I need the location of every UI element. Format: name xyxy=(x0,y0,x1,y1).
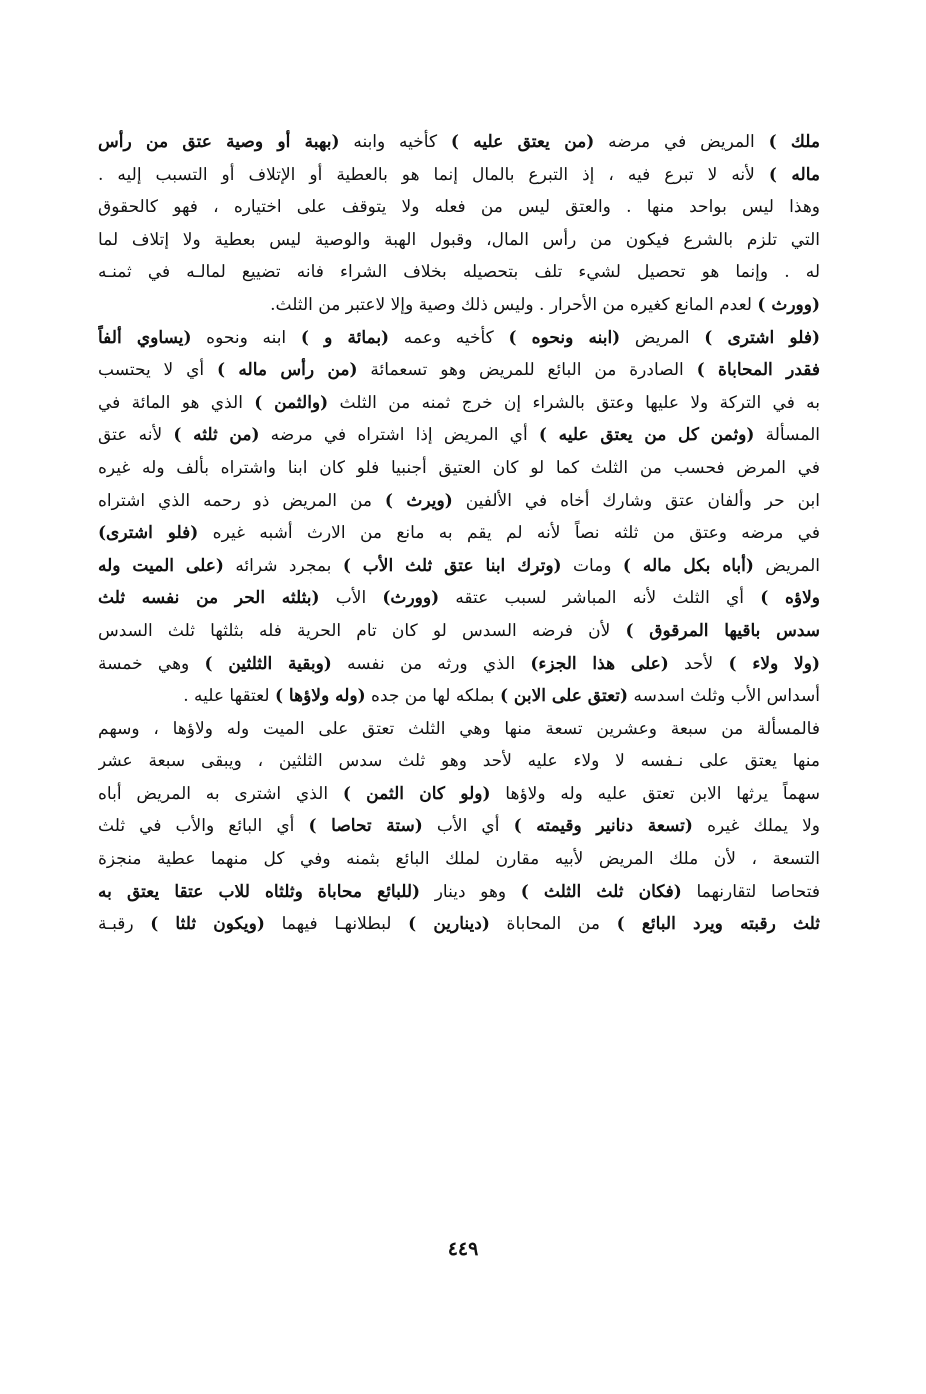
bold-segment: (تعتق على الابن ) xyxy=(499,686,629,707)
text-line xyxy=(98,159,820,192)
bold-segment: (وورث ) xyxy=(757,294,820,315)
text-segment: أي الثلث لأنه المباشر لسبب عتقه xyxy=(439,588,761,609)
text-segment: فتحاصا لتقارنهما xyxy=(681,881,820,902)
text-line xyxy=(98,615,820,648)
text-line xyxy=(98,582,820,615)
text-line xyxy=(98,745,820,778)
text-segment: الذي هو المائة في xyxy=(98,392,255,413)
bold-segment: (ولو كان الثمن ) xyxy=(342,783,491,804)
text-line xyxy=(98,648,820,681)
bold-segment: (على هذا الجزء) xyxy=(530,653,669,674)
text-segment: المريض xyxy=(620,327,705,348)
text-line xyxy=(98,680,820,713)
bold-segment: ثلث رقبته ويرد البائع ) xyxy=(616,914,820,935)
bold-segment: (تسعة دنانير وقيمته ) xyxy=(513,816,693,837)
bold-segment: (بثلثه الحر من نفسه ثلث xyxy=(98,588,320,609)
bold-segment: (بمائة و ) xyxy=(300,327,390,348)
text-segment: ابنه ونحوه xyxy=(191,327,301,348)
bold-segment: (من رأس ماله ) xyxy=(217,360,358,381)
text-segment: الأب xyxy=(319,588,383,609)
text-segment: لأن فرضه السدس لو كان تام الحرية فله بثلثها ثلث السدس xyxy=(98,620,626,641)
text-segment: أي لا يحتسب xyxy=(98,360,218,381)
text-segment: وهذا ليس بواحد منها . والعتق ليس من فعله ولا يتوقف على اختياره ، فهو كالحقوق xyxy=(98,197,820,218)
text-segment: التي تلزم بالشرع فيكون من رأس المال، وقبول الهبة والوصية ليس بعطية ولا إتلاف لما xyxy=(98,229,820,250)
text-segment: لأنه لا تبرع فيه ، إذ التبرع بالمال إنما هو بالعطية أو الإتلاف أو التسبب إليه . xyxy=(98,164,769,185)
text-line xyxy=(98,224,820,257)
text-line xyxy=(98,778,820,811)
bold-segment: (فلو اشترى ) xyxy=(704,327,820,348)
text-line xyxy=(98,550,820,583)
bold-segment: (ويكون ثلثا ) xyxy=(150,914,265,935)
bold-segment: (وورث) xyxy=(382,588,440,609)
text-line xyxy=(98,322,820,355)
bold-segment: (ستة تحاصا ) xyxy=(308,816,423,837)
text-segment: لبطلانهـا فيهما xyxy=(264,914,409,935)
text-segment: أي البائع والأب في ثلث xyxy=(98,816,309,837)
bold-segment: سدس باقيها المرقوق ) xyxy=(625,620,820,641)
text-segment: في مرضه وعتق من ثلثه نصاً لأنه لم يقم به مانع من الارث أشبه غيره xyxy=(198,523,820,544)
text-segment: أي المريض إذا اشتراه في مرضه xyxy=(259,425,539,446)
text-segment: أي الأب xyxy=(422,816,514,837)
bold-segment: (بهبة أو وصية عتق من رأس xyxy=(98,132,340,152)
text-line xyxy=(98,126,820,159)
text-line xyxy=(98,419,820,452)
bold-segment: (يساوي ألفاً xyxy=(98,327,192,348)
text-line xyxy=(98,843,820,876)
bold-segment: (والثمن ) xyxy=(254,392,329,413)
text-segment: منها يعتق على نـفسه لا ولاء عليه لأحد وهو ثلث سدس الثلثين ، ويبقى سبعة عشر xyxy=(98,751,820,772)
bold-segment: (ولا ولاء ) xyxy=(728,653,820,674)
text-segment: من المريض ذو رحمه الذي اشتراه xyxy=(98,490,385,511)
text-line xyxy=(98,713,820,746)
text-line xyxy=(98,354,820,387)
text-segment: كأخيه وعمه xyxy=(389,327,509,348)
text-line xyxy=(98,256,820,289)
text-line xyxy=(98,452,820,485)
bold-segment: (فكان ثلث الثلث ) xyxy=(520,881,682,902)
bold-segment: (وترك ابنا عتق ثلث الأب ) xyxy=(342,555,562,576)
body-text xyxy=(98,126,820,941)
bold-segment: (ويرث ) xyxy=(384,490,453,511)
text-segment: المسألة xyxy=(754,425,820,446)
text-segment: الذي اشترى به المريض أباه xyxy=(98,783,343,804)
text-segment: أسداس الأب وثلث اسدسه xyxy=(628,686,820,707)
bold-segment: (أباه بكل ماله ) xyxy=(622,555,754,576)
text-segment: فالمسألة من سبعة وعشرين تسعة منها وهي الثلث تعتق على الميت وله ولاؤها ، وسهم xyxy=(98,718,820,739)
text-segment: ولا يملك غيره xyxy=(692,816,820,837)
bold-segment: (دينارين ) xyxy=(408,914,490,935)
text-segment: المريض xyxy=(753,555,820,576)
text-segment: كأخيه وابنه xyxy=(339,132,451,152)
text-segment: ابن حر وألفان عتق وشارك أخاه في الألفين xyxy=(452,490,820,511)
text-segment: رقبـة xyxy=(98,914,151,935)
text-segment: سهماً يرثها الابن تعتق عليه وله ولاؤها xyxy=(490,783,820,804)
text-segment: بملكه لها من جده xyxy=(365,686,500,707)
bold-segment: (فلو اشترى) xyxy=(98,523,199,544)
bold-segment: (وثمن كل من يعتق عليه ) xyxy=(538,425,755,446)
page-number: ٤٤٩ xyxy=(447,1238,479,1260)
text-segment: لعدم المانع كغيره من الأحرار . وليس ذلك وصية وإلا لاعتبر من الثلث. xyxy=(270,294,758,315)
bold-segment: (وله ولاؤها ) xyxy=(274,686,366,707)
text-line xyxy=(98,387,820,420)
text-segment: الذي ورثه من نفسه xyxy=(331,653,531,674)
bold-segment: (وبقية الثلثين ) xyxy=(204,653,332,674)
text-segment: وهي خمسة xyxy=(98,653,205,674)
text-segment: في المرض فحسب من الثلث كما لو كان العتيق أجنبيا فلو كان ابنا واشتراه بألف وله غيره xyxy=(98,457,820,478)
bold-segment: (من ثلثه ) xyxy=(173,425,260,446)
bold-segment: ولاؤه ) xyxy=(760,588,820,609)
bold-segment: (ابنه ونحوه ) xyxy=(508,327,621,348)
text-segment: لأحد xyxy=(668,653,729,674)
text-line xyxy=(98,908,820,941)
text-segment: لعتقها عليه . xyxy=(183,686,275,707)
bold-segment: ملك ) xyxy=(768,132,820,152)
text-line xyxy=(98,289,820,322)
text-segment: به في التركة ولا عليها وعتق بالشراء إن خرج ثمنه من الثلث xyxy=(328,392,820,413)
text-line xyxy=(98,810,820,843)
text-segment: وهو دينار xyxy=(420,881,521,902)
bold-segment: (من يعتق عليه ) xyxy=(450,132,595,152)
text-segment: المريض في مرضه xyxy=(594,132,769,152)
text-segment: لأنه عتق xyxy=(98,425,174,446)
bold-segment: ماله ) xyxy=(768,164,820,185)
bold-segment: (للبائع محاباة وثلثاه للاب عتقا يعتق به xyxy=(98,881,421,902)
text-segment: الصادرة من البائع للمريض وهو تسعمائة xyxy=(357,360,697,381)
text-segment: من المحاباة xyxy=(489,914,617,935)
text-segment: ومات xyxy=(561,555,623,576)
bold-segment: (على الميت وله xyxy=(98,555,224,576)
text-line xyxy=(98,876,820,909)
text-segment: بمجرد شرائه xyxy=(223,555,343,576)
bold-segment: فقدر المحاباة ) xyxy=(696,360,820,381)
text-line xyxy=(98,191,820,224)
text-segment: له . وإنما هو تحصيل لشيء تلف بتحصيله بخلاف الشراء فانه تضييع لمالـه في ثمنـه xyxy=(98,262,820,283)
text-line xyxy=(98,517,820,550)
text-line xyxy=(98,485,820,518)
text-segment: التسعة ، لأن ملك المريض لأبيه مقارن لملك البائع بثمنه وفي كل منهما عطية منجزة xyxy=(98,849,820,870)
